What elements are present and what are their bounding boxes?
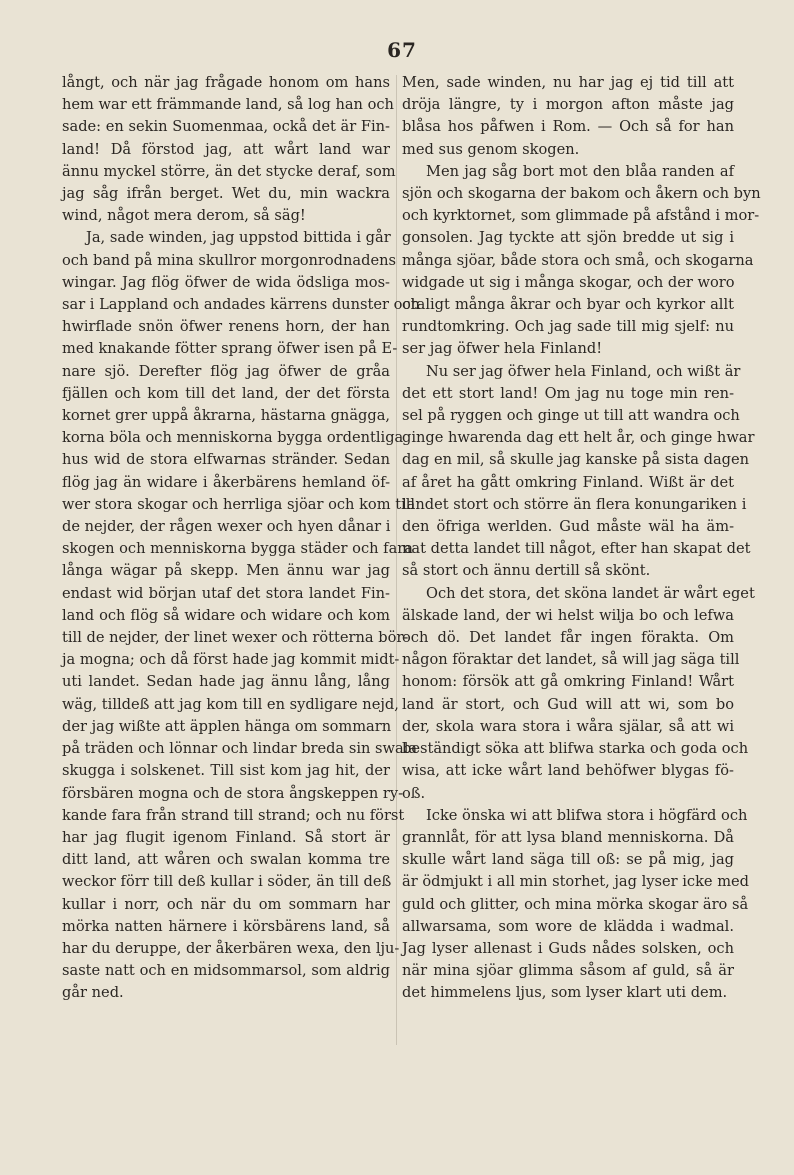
text-line: har du deruppe, der åkerbären wexa, den lju-	[62, 939, 400, 957]
text-line: blåsa hos påfwen i Rom. — Och så for han	[402, 118, 734, 136]
text-line: fjällen och kom till det land, der det första	[62, 384, 390, 402]
column-divider	[396, 75, 397, 1045]
text-line: skugga i solskenet. Till sist kom jag hit, der	[62, 762, 390, 780]
text-line: Icke önska wi att blifwa stora i högfärd och	[426, 806, 748, 824]
text-line: Och det stora, det sköna landet är wårt eget	[426, 584, 755, 602]
text-line: någon föraktar det landet, så will jag säga till	[402, 651, 740, 669]
text-line: weckor förr till deß kullar i söder, än till deß	[62, 873, 392, 891]
text-line: ditt land, att wåren och swalan komma tre	[62, 851, 390, 869]
text-line: har jag flugit igenom Finland. Så stort är	[62, 828, 390, 846]
text-line: kullar i norr, och när du om sommarn har	[62, 895, 390, 913]
text-line: skulle wårt land säga till oß: se på mig, jag	[402, 851, 734, 869]
text-line: älskade land, der wi helst wilja bo och lefwa	[402, 606, 734, 624]
text-line: jag såg ifrån berget. Wet du, min wackra	[62, 185, 390, 203]
text-line: Nu ser jag öfwer hela Finland, och wißt är	[426, 362, 741, 380]
right-text-column	[402, 72, 761, 1005]
text-line: land och flög så widare och widare och kom	[62, 606, 390, 624]
text-line: med sus genom skogen.	[402, 140, 580, 158]
text-line: wind, något mera derom, så säg!	[62, 207, 306, 225]
text-line: otaligt många åkrar och byar och kyrkor allt	[402, 296, 734, 314]
text-line: långa wägar på skepp. Men ännu war jag	[62, 562, 390, 580]
text-line: är ödmjukt i all min storhet, jag lyser icke med	[402, 873, 750, 891]
page-number: 67	[387, 38, 417, 62]
text-line: försbären mogna och de stora ångskeppen ry-	[62, 784, 404, 802]
text-line: till de nejder, der linet wexer och rötterna bör-	[62, 629, 409, 647]
text-line: och kyrktornet, som glimmade på afstånd i mor-	[402, 207, 760, 225]
text-line: widgade ut sig i många skogar, och der woro	[402, 273, 735, 291]
text-line: så stort och ännu dertill så skönt.	[402, 562, 651, 580]
text-line: långt, och när jag frågade honom om hans	[62, 74, 390, 91]
text-line: det ett stort land! Om jag nu toge min ren-	[402, 384, 734, 402]
text-line: flög jag än widare i åkerbärens hemland öf-	[62, 473, 390, 491]
text-line: grannlåt, för att lysa bland menniskorna. Då	[402, 828, 734, 846]
text-line: de nejder, der rågen wexer och hyen dånar i	[62, 518, 391, 536]
text-line: korna böla och menniskorna bygga ordentliga	[62, 429, 404, 447]
text-line: allwarsama, som wore de klädda i wadmal.	[402, 917, 734, 935]
text-line: af året ha gått omkring Finland. Wißt är det	[402, 473, 734, 491]
text-line: Men jag såg bort mot den blåa randen af	[426, 162, 734, 180]
text-line: sade: en sekin Suomenmaa, ockå det är Fin-	[62, 118, 390, 136]
text-line: land! Då förstod jag, att wårt land war	[62, 140, 390, 158]
text-line: och dö. Det landet får ingen förakta. Om	[402, 629, 734, 647]
text-line: beständigt söka att blifwa starka och goda och	[402, 740, 749, 758]
text-line: det himmelens ljus, som lyser klart uti dem.	[402, 984, 728, 1002]
text-line: ginge hwarenda dag ett helt år, och ginge hwar	[402, 429, 755, 447]
text-line: uti landet. Sedan hade jag ännu lång, lång	[62, 673, 390, 691]
text-line: sar i Lappland och andades kärrens dunster och	[62, 296, 420, 314]
text-line: och band på mina skullror morgonrodnadens	[62, 251, 396, 269]
text-line: hem war ett främmande land, så log han och	[62, 96, 394, 114]
text-line: Ja, sade winden, jag uppstod bittida i går	[86, 229, 391, 247]
text-line: när mina sjöar glimma såsom af guld, så är	[402, 962, 734, 980]
text-line: kande fara från strand till strand; och nu först	[62, 806, 405, 824]
text-line: wäg, tilldeß att jag kom till en sydligare nejd,	[62, 695, 399, 713]
text-line: guld och glitter, och mina mörka skogar äro så	[402, 895, 749, 913]
text-line: ser jag öfwer hela Finland!	[402, 340, 603, 358]
text-line: der, skola wara stora i wåra själar, så att wi	[402, 717, 734, 735]
text-line: hus wid de stora elfwarnas stränder. Sedan	[62, 451, 390, 469]
text-line: går ned.	[62, 984, 124, 1002]
text-line: gonsolen. Jag tyckte att sjön bredde ut sig i	[402, 229, 734, 247]
text-line: wisa, att icke wårt land behöfwer blygas fö-	[402, 762, 734, 780]
text-line: wingar. Jag flög öfwer de wida ödsliga mos-	[62, 273, 390, 291]
text-line: ja mogna; och då först hade jag kommit midt-	[62, 651, 400, 669]
text-line: kornet grer uppå åkrarna, hästarna gnägga,	[62, 407, 391, 425]
text-line: endast wid början utaf det stora landet Fin-	[62, 584, 390, 602]
text-line: sel på ryggen och ginge ut till att wandra och	[402, 407, 740, 425]
text-line: saste natt och en midsommarsol, som aldrig	[62, 962, 390, 980]
text-line: rundtomkring. Och jag sade till mig sjelf: nu	[402, 318, 734, 336]
text-line: land är stort, och Gud will att wi, som bo	[402, 695, 734, 713]
text-line: med knakande fötter sprang öfwer isen på E-	[62, 340, 398, 358]
text-line: sjön och skogarna der bakom och åkern och byn	[402, 185, 761, 203]
text-line: mörka natten härnere i körsbärens land, så	[62, 917, 390, 935]
text-line: landet stort och större än flera konungariken i	[402, 495, 747, 513]
text-line: Men, sade winden, nu har jag ej tid till att	[402, 74, 734, 91]
text-line: Jag lyser allenast i Guds nådes solsken, och	[402, 939, 734, 957]
text-line: ännu myckel större, än det stycke deraf, som	[62, 162, 396, 180]
text-line: många sjöar, både stora och små, och skogarna	[402, 251, 754, 269]
text-line: der jag wißte att äpplen hänga om sommarn	[62, 717, 392, 735]
text-line: oß.	[402, 784, 426, 802]
text-line: dröja längre, ty i morgon afton måste jag	[402, 96, 734, 114]
text-line: nare sjö. Derefter flög jag öfwer de gråa	[62, 362, 390, 380]
text-line: dag en mil, så skulle jag kanske på sista dagen	[402, 451, 750, 469]
text-line: skogen och menniskorna bygga städer och fara	[62, 540, 413, 558]
text-line: på träden och lönnar och lindar breda sin swala	[62, 740, 418, 758]
text-line: nat detta landet till något, efter han skapat det	[402, 540, 751, 558]
text-line: honom: försök att gå omkring Finland! Wårt	[402, 673, 734, 691]
text-line: wer stora skogar och herrliga sjöar och kom till	[62, 495, 416, 513]
text-line: hwirflade snön öfwer renens horn, der han	[62, 318, 390, 336]
text-line: den öfriga werlden. Gud måste wäl ha äm-	[402, 518, 734, 536]
